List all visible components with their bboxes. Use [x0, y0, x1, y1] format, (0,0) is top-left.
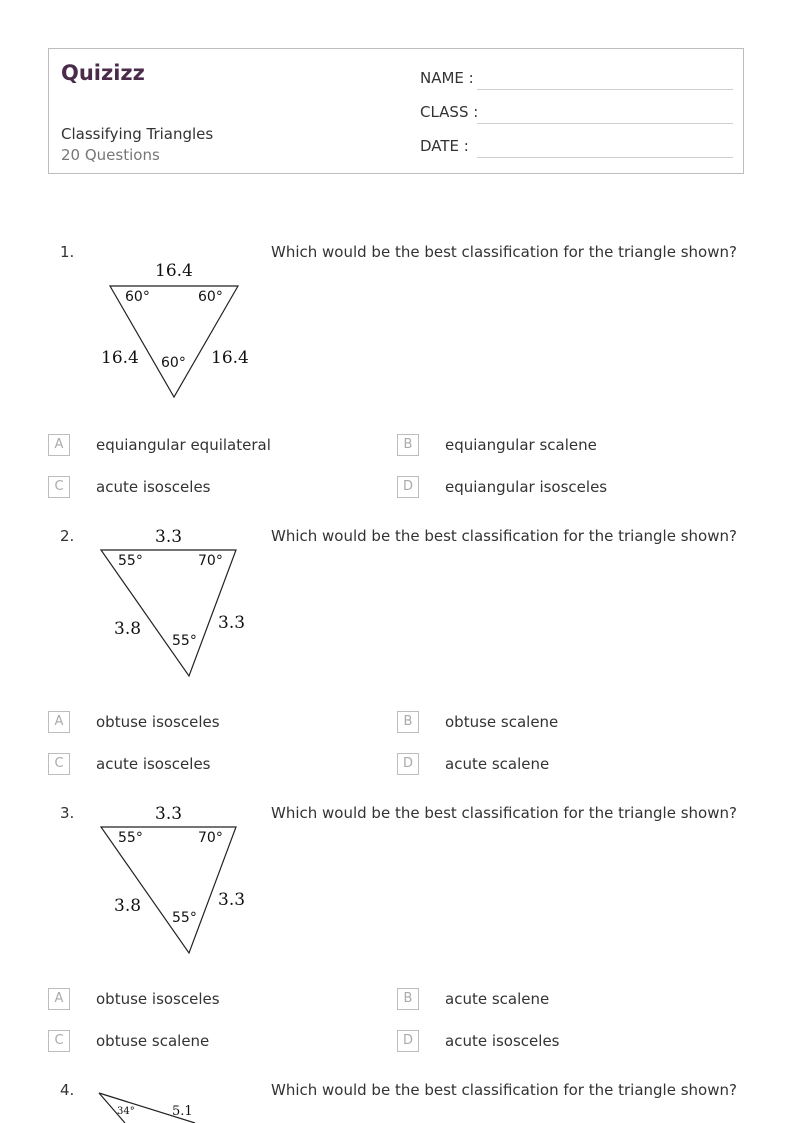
- side-label-top: 16.4: [155, 261, 193, 281]
- option-a-box[interactable]: A: [48, 711, 70, 733]
- option-b-box[interactable]: B: [397, 434, 419, 456]
- side-label-left: 3.8: [114, 619, 142, 639]
- triangle-figure: [95, 522, 260, 682]
- class-label: CLASS :: [420, 103, 479, 121]
- angle-label: 55°: [118, 830, 143, 846]
- side-label-right: 3.3: [218, 890, 246, 910]
- option-b-box[interactable]: B: [397, 988, 419, 1010]
- option-b-text: equiangular scalene: [445, 436, 597, 454]
- worksheet-title: Classifying Triangles: [61, 125, 214, 143]
- side-label-left: 3.8: [114, 896, 142, 916]
- option-b-text: acute scalene: [445, 990, 550, 1008]
- question-text: Which would be the best classification for the triangle shown?: [271, 1081, 737, 1099]
- angle-label: 34°: [117, 1106, 135, 1117]
- side-label-top: 3.3: [155, 527, 183, 547]
- option-c-text: acute isosceles: [96, 478, 211, 496]
- question-number: 1.: [60, 243, 75, 261]
- date-label: DATE :: [420, 137, 469, 155]
- triangle-figure: [95, 1088, 235, 1123]
- angle-label: 60°: [198, 289, 223, 305]
- side-label: 5.1: [172, 1104, 193, 1119]
- angle-label: 55°: [172, 910, 197, 926]
- option-a-box[interactable]: A: [48, 988, 70, 1010]
- name-line[interactable]: [477, 89, 733, 90]
- name-label: NAME :: [420, 69, 474, 87]
- question-number: 4.: [60, 1081, 75, 1099]
- option-a-text: obtuse isosceles: [96, 990, 220, 1008]
- question-count: 20 Questions: [61, 146, 160, 164]
- side-label-right: 16.4: [211, 348, 249, 368]
- quizizz-logo: [61, 59, 153, 85]
- option-d-text: equiangular isosceles: [445, 478, 608, 496]
- option-a-text: obtuse isosceles: [96, 713, 220, 731]
- question-text: Which would be the best classification for the triangle shown?: [271, 527, 737, 545]
- angle-label: 55°: [118, 553, 143, 569]
- option-c-text: acute isosceles: [96, 755, 211, 773]
- angle-label: 55°: [172, 633, 197, 649]
- angle-label: 60°: [161, 355, 186, 371]
- side-label-right: 3.3: [218, 613, 246, 633]
- option-c-box[interactable]: C: [48, 753, 70, 775]
- worksheet-header: [48, 48, 744, 174]
- class-line[interactable]: [477, 123, 733, 124]
- option-c-box[interactable]: C: [48, 1030, 70, 1052]
- option-a-box[interactable]: A: [48, 434, 70, 456]
- question-text: Which would be the best classification for the triangle shown?: [271, 243, 737, 261]
- option-b-text: obtuse scalene: [445, 713, 559, 731]
- triangle-figure: [95, 799, 260, 959]
- date-line[interactable]: [477, 157, 733, 158]
- side-label-top: 3.3: [155, 804, 183, 824]
- option-c-text: obtuse scalene: [96, 1032, 210, 1050]
- option-d-text: acute scalene: [445, 755, 550, 773]
- option-a-text: equiangular equilateral: [96, 436, 271, 454]
- question-number: 3.: [60, 804, 75, 822]
- question-number: 2.: [60, 527, 75, 545]
- option-d-text: acute isosceles: [445, 1032, 560, 1050]
- option-b-box[interactable]: B: [397, 711, 419, 733]
- question-text: Which would be the best classification for the triangle shown?: [271, 804, 737, 822]
- svg-text:Quizizz: Quizizz: [61, 61, 145, 85]
- triangle-figure: [95, 255, 260, 405]
- option-c-box[interactable]: C: [48, 476, 70, 498]
- option-d-box[interactable]: D: [397, 1030, 419, 1052]
- angle-label: 70°: [198, 830, 223, 846]
- angle-label: 70°: [198, 553, 223, 569]
- option-d-box[interactable]: D: [397, 476, 419, 498]
- side-label-left: 16.4: [101, 348, 139, 368]
- angle-label: 60°: [125, 289, 150, 305]
- option-d-box[interactable]: D: [397, 753, 419, 775]
